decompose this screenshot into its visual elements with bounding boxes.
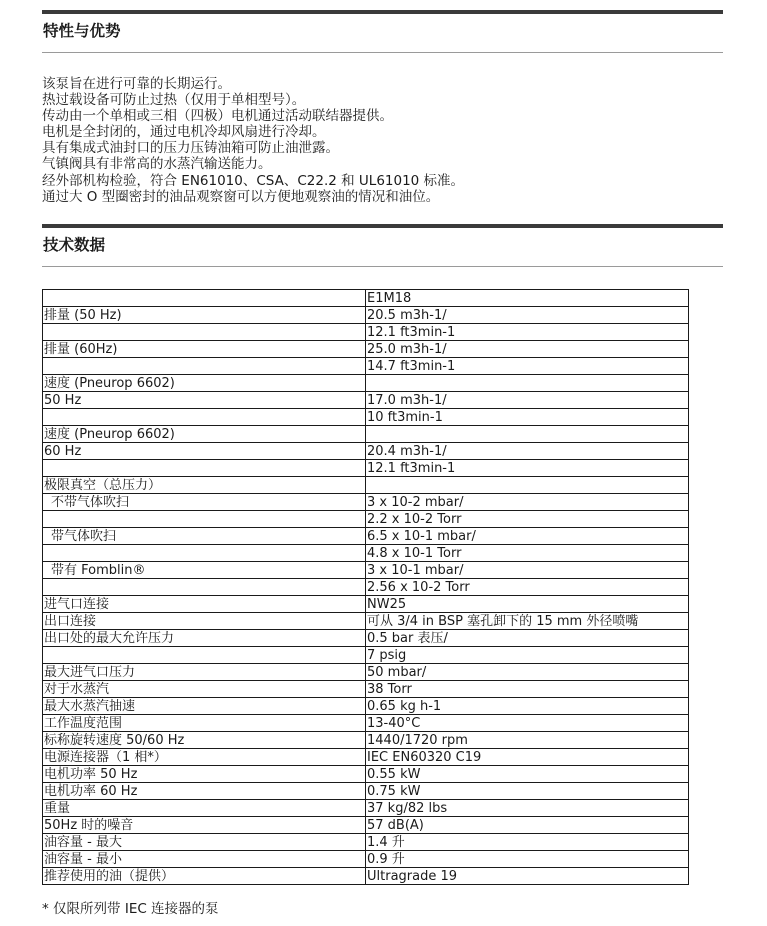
spec-label: 工作温度范围 [43, 715, 366, 732]
spec-value: 50 mbar/ [366, 664, 689, 681]
spec-row [43, 307, 689, 324]
spec-label: 油容量 - 最小 [43, 851, 366, 868]
feature-item: 通过大 O 型圈密封的油品观察窗可以方便地观察油的情况和油位。 [42, 188, 440, 205]
spec-row [43, 800, 689, 817]
spec-label: 50Hz 时的噪音 [43, 817, 366, 834]
spec-value: 6.5 x 10-1 mbar/ [366, 528, 689, 545]
spec-row [43, 579, 689, 596]
spec-value: 0.5 bar 表压/ [366, 630, 689, 647]
spec-label: 带有 Fomblin® [43, 562, 366, 579]
spec-label [43, 579, 366, 596]
spec-value: 7 psig [366, 647, 689, 664]
spec-value [366, 375, 689, 392]
spec-value: Ultragrade 19 [366, 868, 689, 885]
specs-title: 技术数据 [43, 236, 106, 254]
spec-value: 37 kg/82 lbs [366, 800, 689, 817]
spec-label [43, 358, 366, 375]
feature-item: 传动由一个单相或三相（四极）电机通过活动联结器提供。 [42, 108, 393, 125]
spec-label: 标称旋转速度 50/60 Hz [43, 732, 366, 749]
spec-value [366, 426, 689, 443]
features-title: 特性与优势 [43, 22, 121, 40]
spec-label: 极限真空（总压力） [43, 477, 366, 494]
feature-item: 经外部机构检验，符合 EN61010、CSA、C22.2 和 UL61010 标准。 [42, 172, 465, 189]
spec-label: 重量 [43, 800, 366, 817]
spec-table-body [43, 290, 689, 885]
spec-label: 排量 (60Hz) [43, 341, 366, 358]
spec-label: 排量 (50 Hz) [43, 307, 366, 324]
spec-value: NW25 [366, 596, 689, 613]
spec-row [43, 358, 689, 375]
feature-item: 热过载设备可防止过热（仅用于单相型号）。 [42, 92, 306, 109]
spec-row [43, 596, 689, 613]
footnote: * 仅限所列带 IEC 连接器的泵 [42, 901, 219, 917]
spec-label: 最大水蒸汽抽速 [43, 698, 366, 715]
spec-row [43, 851, 689, 868]
spec-label: 出口连接 [43, 613, 366, 630]
spec-row [43, 511, 689, 528]
spec-value: E1M18 [366, 290, 689, 307]
spec-label [43, 511, 366, 528]
spec-row [43, 834, 689, 851]
spec-value: 38 Torr [366, 681, 689, 698]
spec-value: 1.4 升 [366, 834, 689, 851]
spec-row [43, 868, 689, 885]
spec-value: 20.5 m3h-1/ [366, 307, 689, 324]
spec-label: 电机功率 60 Hz [43, 783, 366, 800]
spec-row [43, 715, 689, 732]
spec-row [43, 817, 689, 834]
spec-value: 57 dB(A) [366, 817, 689, 834]
spec-label: 带气体吹扫 [43, 528, 366, 545]
spec-row [43, 732, 689, 749]
spec-label: 出口处的最大允许压力 [43, 630, 366, 647]
feature-item: 具有集成式油封口的压力压铸油箱可防止油泄露。 [42, 140, 339, 157]
spec-row [43, 375, 689, 392]
spec-label: 速度 (Pneurop 6602) [43, 426, 366, 443]
spec-value: 0.55 kW [366, 766, 689, 783]
spec-label [43, 409, 366, 426]
spec-value: 12.1 ft3min-1 [366, 324, 689, 341]
spec-value: IEC EN60320 C19 [366, 749, 689, 766]
feature-item: 气镇阀具有非常高的水蒸汽输送能力。 [42, 156, 272, 173]
spec-label: 电机功率 50 Hz [43, 766, 366, 783]
spec-value: 10 ft3min-1 [366, 409, 689, 426]
spec-label: 进气口连接 [43, 596, 366, 613]
spec-value: 2.2 x 10-2 Torr [366, 511, 689, 528]
spec-value: 20.4 m3h-1/ [366, 443, 689, 460]
spec-row [43, 460, 689, 477]
spec-label: 60 Hz [43, 443, 366, 460]
spec-row [43, 562, 689, 579]
spec-value [366, 477, 689, 494]
spec-label: 不带气体吹扫 [43, 494, 366, 511]
section-divider-thin [42, 266, 723, 267]
spec-value: 14.7 ft3min-1 [366, 358, 689, 375]
spec-row [43, 681, 689, 698]
spec-label: 推荐使用的油（提供） [43, 868, 366, 885]
spec-value: 25.0 m3h-1/ [366, 341, 689, 358]
spec-label: 50 Hz [43, 392, 366, 409]
spec-row [43, 392, 689, 409]
spec-label: 电源连接器（1 相*） [43, 749, 366, 766]
spec-label [43, 545, 366, 562]
spec-row [43, 766, 689, 783]
spec-label [43, 324, 366, 341]
features-section [42, 10, 723, 53]
spec-row [43, 528, 689, 545]
spec-row [43, 324, 689, 341]
spec-label: 对于水蒸汽 [43, 681, 366, 698]
feature-item: 电机是全封闭的，通过电机冷却风扇进行冷却。 [42, 124, 326, 141]
spec-row [43, 443, 689, 460]
spec-label [43, 460, 366, 477]
spec-value: 0.9 升 [366, 851, 689, 868]
spec-value: 3 x 10-2 mbar/ [366, 494, 689, 511]
spec-row [43, 749, 689, 766]
spec-value: 12.1 ft3min-1 [366, 460, 689, 477]
spec-value: 2.56 x 10-2 Torr [366, 579, 689, 596]
spec-row [43, 477, 689, 494]
spec-value: 4.8 x 10-1 Torr [366, 545, 689, 562]
spec-label: 最大进气口压力 [43, 664, 366, 681]
spec-row [43, 409, 689, 426]
spec-row [43, 647, 689, 664]
specs-section [42, 224, 723, 267]
spec-table [42, 289, 689, 885]
spec-label [43, 647, 366, 664]
spec-row [43, 545, 689, 562]
spec-row [43, 341, 689, 358]
spec-value: 13-40°C [366, 715, 689, 732]
spec-value: 1440/1720 rpm [366, 732, 689, 749]
features-list [42, 76, 723, 205]
spec-value: 0.65 kg h-1 [366, 698, 689, 715]
spec-label: 速度 (Pneurop 6602) [43, 375, 366, 392]
spec-value: 3 x 10-1 mbar/ [366, 562, 689, 579]
spec-row [43, 698, 689, 715]
spec-row [43, 426, 689, 443]
section-divider-thin [42, 52, 723, 53]
spec-row [43, 494, 689, 511]
spec-label [43, 290, 366, 307]
spec-row [43, 290, 689, 307]
spec-row [43, 630, 689, 647]
spec-value: 17.0 m3h-1/ [366, 392, 689, 409]
spec-row [43, 664, 689, 681]
spec-value: 0.75 kW [366, 783, 689, 800]
spec-value: 可从 3/4 in BSP 塞孔卸下的 15 mm 外径喷嘴 [366, 613, 689, 630]
spec-row [43, 783, 689, 800]
feature-item: 该泵旨在进行可靠的长期运行。 [42, 76, 231, 92]
spec-label: 油容量 - 最大 [43, 834, 366, 851]
spec-row [43, 613, 689, 630]
